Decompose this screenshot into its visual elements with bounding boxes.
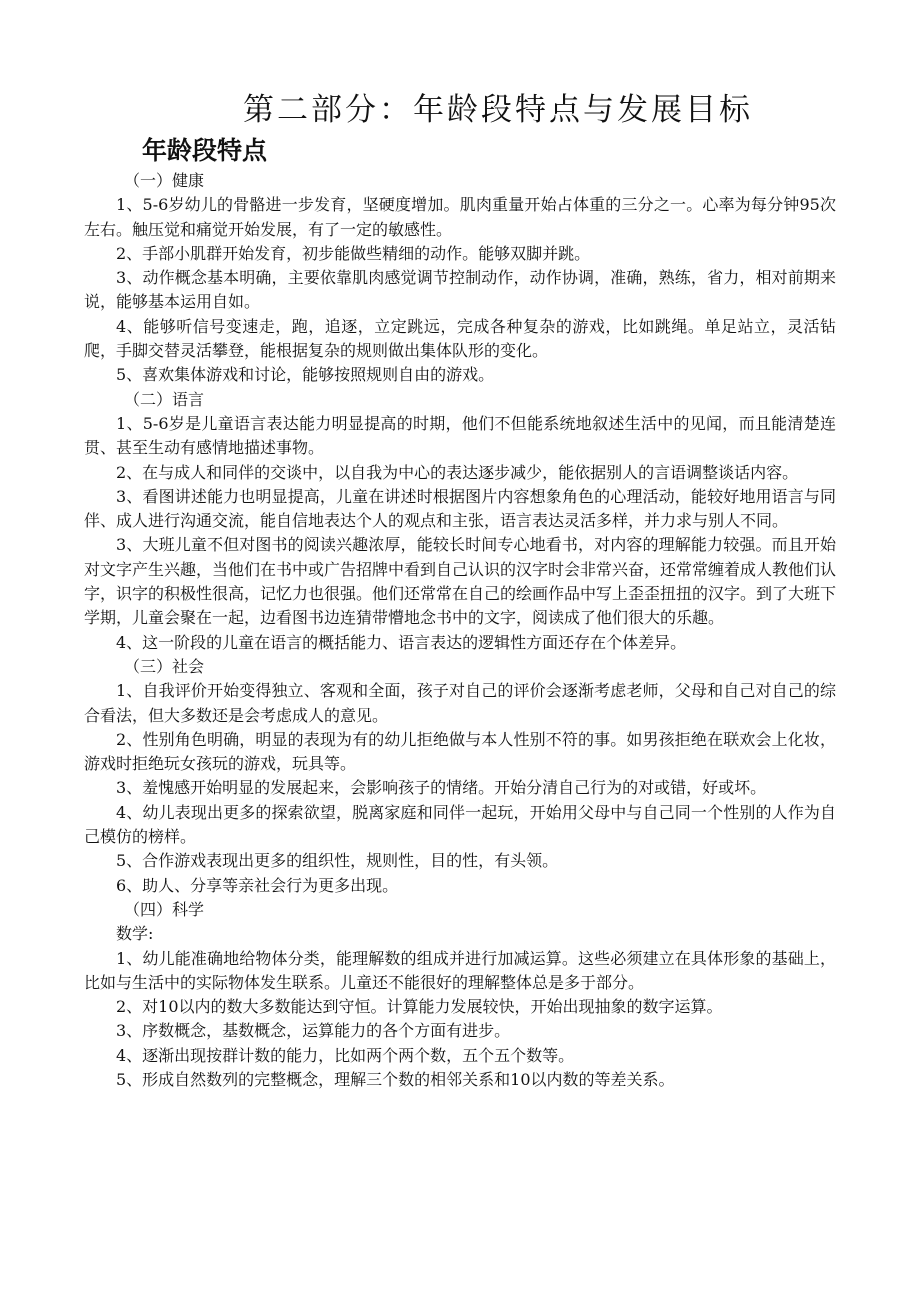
paragraph: 2、在与成人和同伴的交谈中，以自我为中心的表达逐步减少，能依据别人的言语调整谈话内容。 [116,462,799,482]
paragraph: 4、能够听信号变速走，跑，追逐，立定跳远，完成各种复杂的游戏，比如跳绳。单足站立，灵活钻爬，手脚交替灵活攀登，能根据复杂的规则做出集体队形的变化。 [84,316,836,361]
paragraph: 3、看图讲述能力也明显提高，儿童在讲述时根据图片内容想象角色的心理活动，能较好地用语言与同伴、成人进行沟通交流，能自信地表达个人的观点和主张，语言表达灵活多样，并力求与别人不同。 [84,486,836,531]
paragraph: 1、5-6岁是儿童语言表达能力明显提高的时期，他们不但能系统地叙述生活中的见闻，而且能清楚连贯、甚至生动有感情地描述事物。 [84,413,836,458]
paragraph: 4、幼儿表现出更多的探索欲望，脱离家庭和同伴一起玩，开始用父母中与自己同一个性别的人作为自己模仿的榜样。 [84,802,836,847]
paragraph: 2、性别角色明确，明显的表现为有的幼儿拒绝做与本人性别不符的事。如男孩拒绝在联欢会上化妆，游戏时拒绝玩女孩玩的游戏，玩具等。 [84,729,836,774]
paragraph: 3、羞愧感开始明显的发展起来，会影响孩子的情绪。开始分清自己行为的对或错，好或坏。 [116,778,767,798]
paragraph: 5、喜欢集体游戏和讨论，能够按照规则自由的游戏。 [116,365,495,385]
paragraph: 1、5-6岁幼儿的骨骼进一步发育，坚硬度增加。肌肉重量开始占体重的三分之一。心率为每分钟95次左右。触压觉和痛觉开始发展，有了一定的敏感性。 [84,195,836,239]
paragraph: 3、序数概念，基数概念，运算能力的各个方面有进步。 [116,1021,511,1041]
paragraph: 5、形成自然数列的完整概念，理解三个数的相邻关系和10以内数的等差关系。 [116,1069,675,1089]
section-heading-language: （二）语言 [124,389,205,409]
paragraph: 2、对10以内的数大多数能达到守恒。计算能力发展较快，开始出现抽象的数字运算。 [116,997,723,1017]
paragraph: 6、助人、分享等亲社会行为更多出现。 [116,875,399,895]
paragraph: 1、幼儿能准确地给物体分类，能理解数的组成并进行加减运算。这些必须建立在具体形象的基础上，比如与生活中的实际物体发生联系。儿童还不能很好的理解整体总是多于部分。 [84,948,836,992]
paragraph: 3、大班儿童不但对图书的阅读兴趣浓厚，能较长时间专心地看书，对内容的理解能力较强。而且开始对文字产生兴趣，当他们在书中或广告招牌中看到自己认识的汉字时会非常兴奋，还常常缠着成人教他们认字，识字的积极性很高，记忆力也很强。他们还常常在自己的绘画作品中写上歪歪扭扭的汉字。到了大班下学期，儿童会聚在一起，边看图书边连猜带懵地念书中的文字，阅读成了他们很大的乐趣。 [84,535,837,628]
subsection-heading-math: 数学: [116,924,154,944]
section-heading-society: （三）社会 [124,656,205,676]
paragraph: 5、合作游戏表现出更多的组织性，规则性，目的性，有头领。 [116,851,559,871]
section-heading-health: （一）健康 [124,171,205,190]
paragraph: 1、自我评价开始变得独立、客观和全面，孩子对自己的评价会逐渐考虑老师，父母和自己对自己的综合看法，但大多数还是会考虑成人的意见。 [84,681,836,725]
document-body [84,169,836,1092]
paragraph: 3、动作概念基本明确，主要依靠肌肉感觉调节控制动作，动作协调，准确，熟练，省力，相对前期来说，能够基本运用自如。 [84,268,836,312]
paragraph: 4、逐渐出现按群计数的能力，比如两个两个数，五个五个数等。 [116,1045,575,1065]
paragraph: 2、手部小肌群开始发育，初步能做些精细的动作。能够双脚并跳。 [116,243,591,263]
page-title: 第二部分：年龄段特点与发展目标 [243,92,753,128]
section-subtitle: 年龄段特点 [142,136,268,165]
paragraph: 4、这一阶段的儿童在语言的概括能力、语言表达的逻辑性方面还存在个体差异。 [116,632,687,652]
section-heading-science: （四）科学 [124,899,205,919]
